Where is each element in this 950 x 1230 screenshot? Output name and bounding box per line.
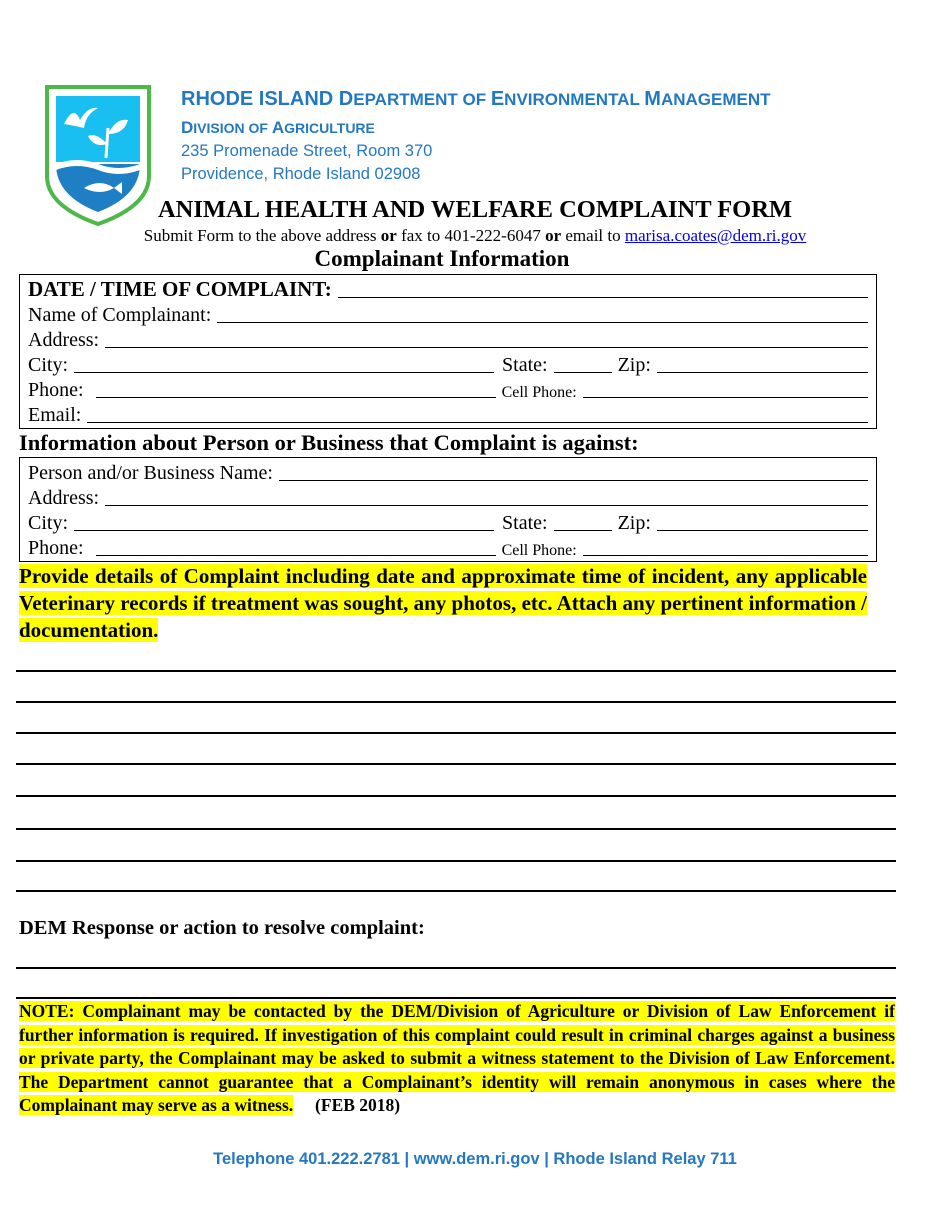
complainant-phone-field[interactable] [96,397,496,398]
respondent-phone-label: Phone: [28,537,84,559]
respondent-cell-field[interactable] [583,555,868,556]
complainant-cell-field[interactable] [583,397,868,398]
details-line[interactable] [16,701,896,703]
complainant-address-field[interactable] [105,347,868,348]
complainant-box [19,274,877,429]
complainant-city-field[interactable] [74,372,494,373]
complainant-state-label: State: [502,354,548,376]
complainant-phone-label: Phone: [28,379,84,401]
details-instructions: Provide details of Complaint including date and approximate time of incident, any applicable Veterinary records if treatment was sought, any photos, etc. Attach any pertinent information / documentation. [19,564,867,642]
footer-contact: Telephone 401.222.2781 | www.dem.ri.gov | Rhode Island Relay 711 [213,1150,737,1168]
complainant-section-title: Complainant Information [314,246,570,271]
complainant-name-label: Name of Complainant: [28,304,212,326]
revision-date: (FEB 2018) [315,1095,401,1115]
dem-response-line[interactable] [16,967,896,969]
submit-instructions: Submit Form to the above address or fax to 401-222-6047 or email to marisa.coates@dem.ri.gov [143,226,807,245]
form-title: ANIMAL HEALTH AND WELFARE COMPLAINT FORM [157,196,793,223]
complainant-address-row [28,327,868,352]
complainant-name-row [28,302,868,327]
respondent-section-title: Information about Person or Business that Complaint is against: [19,430,639,455]
complainant-email-field[interactable] [87,422,868,423]
date-time-row [28,277,868,302]
details-line[interactable] [16,763,896,765]
complainant-state-field[interactable] [554,372,612,373]
complainant-address-label: Address: [28,329,100,351]
email-link[interactable]: marisa.coates@dem.ri.gov [624,226,807,245]
complainant-city-row [28,352,868,377]
note-paragraph [19,1000,895,1118]
respondent-zip-field[interactable] [657,530,868,531]
date-time-label: DATE / TIME OF COMPLAINT: [28,277,332,301]
complainant-phone-row [28,377,868,402]
respondent-city-row [28,510,868,535]
respondent-name-field[interactable] [279,480,868,481]
respondent-name-label: Person and/or Business Name: [28,462,273,484]
details-line[interactable] [16,795,896,797]
details-line[interactable] [16,890,896,892]
details-line[interactable] [16,670,896,672]
complainant-name-field[interactable] [217,322,868,323]
respondent-box [19,457,877,562]
respondent-state-field[interactable] [554,530,612,531]
complainant-email-label: Email: [28,404,82,426]
division-name: DIVISION OF AGRICULTURE [181,118,375,137]
address-line-2: Providence, Rhode Island 02908 [181,165,421,183]
complainant-zip-field[interactable] [657,372,868,373]
respondent-address-row [28,485,868,510]
respondent-address-field[interactable] [105,505,868,506]
complainant-city-label: City: [28,354,69,376]
date-time-field[interactable] [338,297,868,298]
complainant-cell-label: Cell Phone: [501,384,577,401]
respondent-name-row [28,460,868,485]
respondent-cell-label: Cell Phone: [501,542,577,559]
dem-response-label: DEM Response or action to resolve complaint: [19,917,425,939]
details-line[interactable] [16,860,896,862]
details-line[interactable] [16,828,896,830]
respondent-phone-row [28,535,868,560]
complainant-email-row [28,402,868,427]
respondent-city-field[interactable] [74,530,494,531]
details-line[interactable] [16,732,896,734]
respondent-phone-field[interactable] [96,555,496,556]
respondent-address-label: Address: [28,487,100,509]
dem-response-line[interactable] [16,997,896,999]
respondent-city-label: City: [28,512,69,534]
address-line-1: 235 Promenade Street, Room 370 [181,142,433,160]
respondent-state-label: State: [502,512,548,534]
respondent-zip-label: Zip: [617,512,651,534]
note-text: NOTE: Complainant may be contacted by the DEM/Division of Agriculture or Division of Law Enforcement if further information is required. If investigation of this complaint could result in criminal charges against a business or private party, the Complainant may be asked to submit a witness statement to the Division of Law Enforcement. The Department cannot guarantee that a Complainant’s identity will remain anonymous in cases where the Complainant may serve as a witness. [19,1001,895,1115]
agency-name: RHODE ISLAND DEPARTMENT OF ENVIRONMENTAL MANAGEMENT [181,88,771,110]
complainant-zip-label: Zip: [617,354,651,376]
